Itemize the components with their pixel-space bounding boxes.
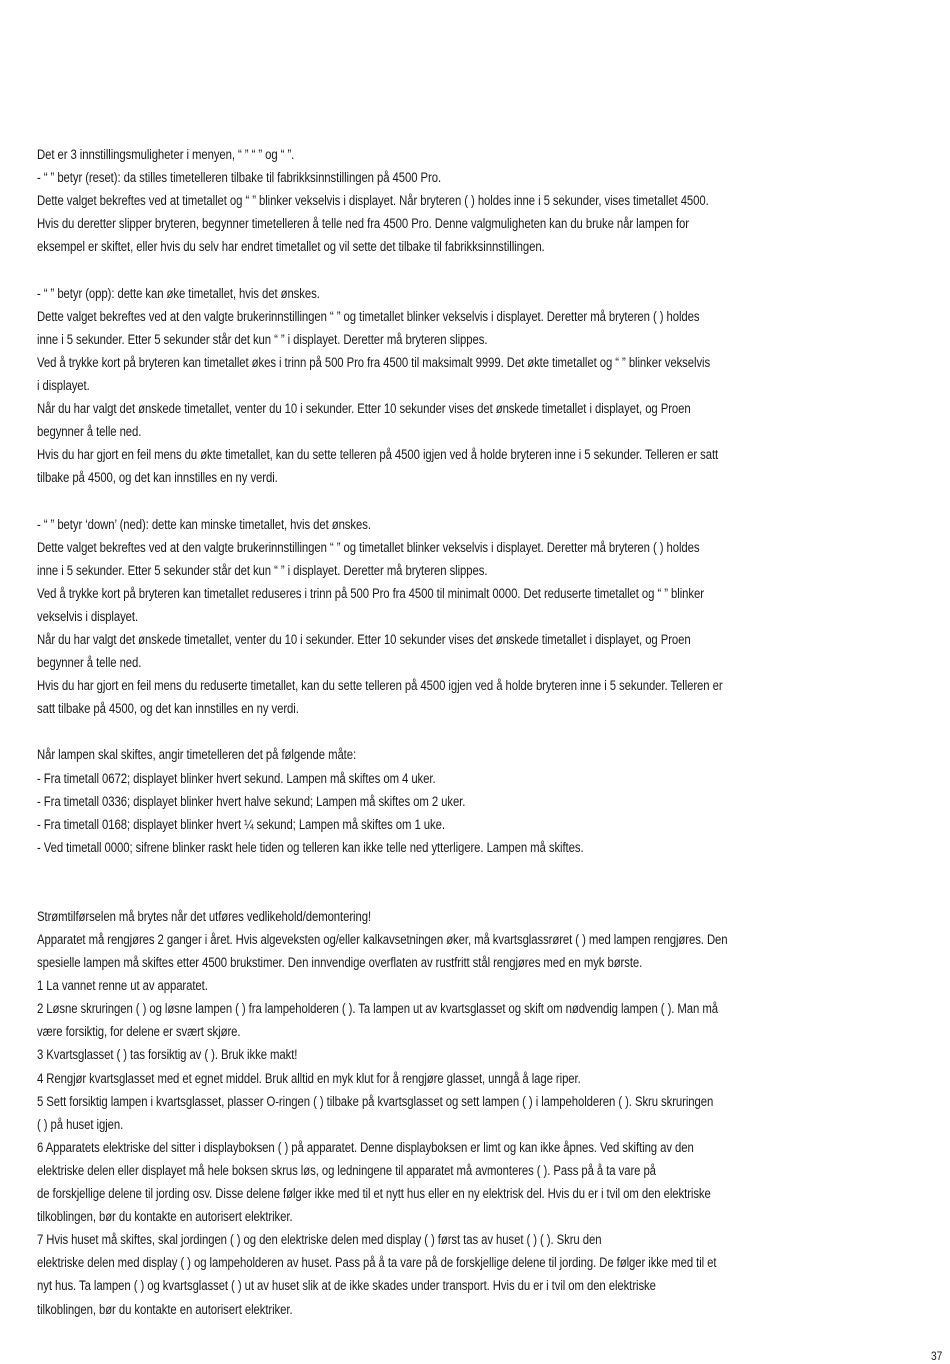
text-line: - “ ” betyr ‘down’ (ned): dette kan minske timetallet, hvis det ønskes.	[37, 516, 371, 533]
document-body	[37, 144, 917, 1322]
text-line: Når du har valgt det ønskede timetallet, venter du 10 i sekunder. Etter 10 sekunder vises det ønskede timetallet i displayet, og Proen	[37, 401, 691, 418]
text-line: inne i 5 sekunder. Etter 5 sekunder står det kun “ ” i displayet. Deretter må bryteren slippes.	[37, 331, 488, 348]
list-item: - Fra timetall 0168; displayet blinker hvert ¼ sekund; Lampen må skiftes om 1 uke.	[37, 816, 445, 833]
maintenance-section	[37, 906, 917, 1322]
page-number: 37	[930, 1349, 942, 1363]
list-item: tilkoblingen, bør du kontakte en autorisert elektriker.	[37, 1209, 293, 1226]
text-line: i displayet.	[37, 377, 90, 394]
list-item: - Fra timetall 0672; displayet blinker hvert sekund. Lampen må skiftes om 4 uker.	[37, 770, 436, 787]
list-item: elektriske delen eller displayet må hele boksen skrus løs, og ledningene til apparatet må avmonteres ( ). Pass på å ta vare på	[37, 1162, 656, 1179]
list-item: 2 Løsne skruringen ( ) og løsne lampen ( ) fra lampeholderen ( ). Ta lampen ut av kvartsglasset og skift om nødvendig lampen ( ). Man må	[37, 1001, 718, 1018]
text-line: Hvis du har gjort en feil mens du reduserte timetallet, kan du sette telleren på 4500 igjen ved å holde bryteren inne i 5 sekunder. Telleren er	[37, 678, 723, 695]
list-item: - Ved timetall 0000; sifrene blinker raskt hele tiden og telleren kan ikke telle ned ytterligere. Lampen må skiftes.	[37, 839, 584, 856]
text-line: - “ ” betyr (reset): da stilles timetelleren tilbake til fabrikksinnstillingen på 4500 Pro.	[37, 170, 442, 187]
text-line: Apparatet må rengjøres 2 ganger i året. Hvis algeveksten og/eller kalkavsetningen øker, må kvartsglassrøret ( ) med lampen rengjøres. Den	[37, 932, 728, 948]
text-line: begynner å telle ned.	[37, 655, 142, 672]
text-line: Ved å trykke kort på bryteren kan timetallet reduseres i trinn på 500 Pro fra 4500 til minimalt 0000. Det reduserte timetallet og “ ” blinker	[37, 585, 704, 602]
list-item: 3 Kvartsglasset ( ) tas forsiktig av ( ). Bruk ikke makt!	[37, 1047, 298, 1064]
text-line: Hvis du har gjort en feil mens du økte timetallet, kan du sette telleren på 4500 igjen ved å holde bryteren inne i 5 sekunder. Telleren er satt	[37, 447, 719, 464]
text-line: begynner å telle ned.	[37, 424, 142, 441]
list-item: være forsiktig, for delene er svært skjøre.	[37, 1024, 241, 1041]
text-line: vekselvis i displayet.	[37, 608, 139, 625]
list-item: 4 Rengjør kvartsglasset med et egnet middel. Bruk alltid en myk klut for å rengjøre glasset, unngå å lage riper.	[37, 1070, 581, 1087]
text-line: Hvis du deretter slipper bryteren, begynner timetelleren å telle ned fra 4500 Pro. Denne valgmuligheten kan du bruke når lampen for	[37, 216, 689, 233]
list-item: de forskjellige delene til jording osv. Disse delene følger ikke med til et nytt hus eller en ny elektrisk del. Hvis du er i tvil om den elektriske	[37, 1186, 711, 1203]
text-line: Dette valget bekreftes ved at timetallet og “ ” blinker vekselvis i displayet. Når bryteren ( ) holdes inne i 5 sekunder, vises timetallet 4500.	[37, 193, 709, 210]
list-item: ( ) på huset igjen.	[37, 1116, 124, 1133]
text-line: Dette valget bekreftes ved at den valgte brukerinnstillingen “ ” og timetallet blinker vekselvis i displayet. Deretter må bryteren ( ) holdes	[37, 539, 700, 556]
spacer	[37, 721, 917, 744]
text-line: tilbake på 4500, og det kan innstilles en ny verdi.	[37, 470, 278, 487]
text-line: eksempel er skiftet, eller hvis du selv har endret timetallet og vil sette det tilbake til fabrikksinnstillingen.	[37, 239, 545, 256]
list-item: 6 Apparatets elektriske del sitter i displayboksen ( ) på apparatet. Denne displayboksen er limt og kan ikke åpnes. Ved skifting av den	[37, 1139, 694, 1156]
list-item: nyt hus. Ta lampen ( ) og kvartsglasset ( ) ut av huset slik at de ikke skades under transport. Hvis du er i tvil om den elektriske	[37, 1278, 656, 1295]
text-line: satt tilbake på 4500, og det kan innstilles en ny verdi.	[37, 701, 299, 718]
text-line: spesielle lampen må skiftes etter 4500 brukstimer. Den innvendige overflaten av rustfritt stål rengjøres med en myk børste.	[37, 955, 643, 972]
list-item: elektriske delen med display ( ) og lampeholderen av huset. Pass på å ta vare på de forskjellige delene til jording. De følger ikke med til et	[37, 1255, 717, 1272]
list-item: tilkoblingen, bør du kontakte en autorisert elektriker.	[37, 1301, 293, 1318]
intro-section	[37, 144, 917, 259]
down-section	[37, 514, 917, 722]
spacer	[37, 490, 917, 513]
text-line: Ved å trykke kort på bryteren kan timetallet økes i trinn på 500 Pro fra 4500 til maksimalt 9999. Det økte timetallet og “ ” blinker vekselvis	[37, 354, 711, 371]
text-line: Dette valget bekreftes ved at den valgte brukerinnstillingen “ ” og timetallet blinker vekselvis i displayet. Deretter må bryteren ( ) holdes	[37, 308, 700, 325]
spacer	[37, 860, 917, 906]
text-line: - “ ” betyr (opp): dette kan øke timetallet, hvis det ønskes.	[37, 285, 320, 302]
spacer	[37, 259, 917, 282]
list-item: - Fra timetall 0336; displayet blinker hvert halve sekund; Lampen må skiftes om 2 uker.	[37, 793, 466, 810]
list-item: 5 Sett forsiktig lampen i kvartsglasset, plasser O-ringen ( ) tilbake på kvartsglasset og sett lampen ( ) i lampeholderen ( ). Skru skruringen	[37, 1093, 714, 1110]
lamp-change-section	[37, 744, 917, 859]
list-item: 1 La vannet renne ut av apparatet.	[37, 978, 208, 995]
text-line: Det er 3 innstillingsmuligheter i menyen, “ ” “ ” og “ ”.	[37, 147, 295, 163]
list-item: 7 Hvis huset må skiftes, skal jordingen ( ) og den elektriske delen med display ( ) først tas av huset ( ) ( ). Skru den	[37, 1232, 602, 1249]
text-line: Når lampen skal skiftes, angir timetelleren det på følgende måte:	[37, 747, 357, 764]
up-section	[37, 283, 917, 491]
text-line: Strømtilførselen må brytes når det utføres vedlikehold/demontering!	[37, 908, 372, 925]
text-line: inne i 5 sekunder. Etter 5 sekunder står det kun “ ” i displayet. Deretter må bryteren slippes.	[37, 562, 488, 579]
text-line: Når du har valgt det ønskede timetallet, venter du 10 i sekunder. Etter 10 sekunder vises det ønskede timetallet i displayet, og Proen	[37, 631, 691, 648]
